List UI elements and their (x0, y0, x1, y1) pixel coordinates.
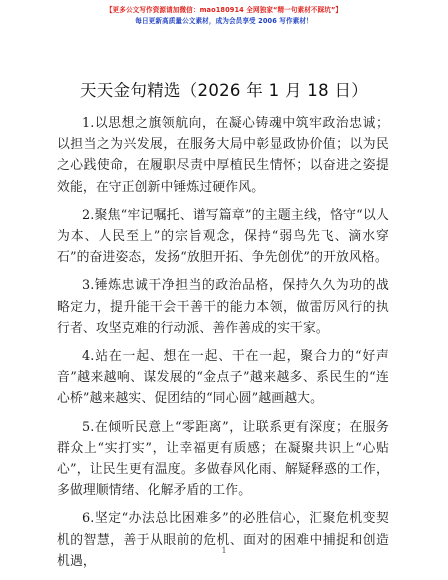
paragraph-4: 4.站在一起、想在一起、干在一起，聚合力的“好声音”越来越响、谋发展的“金点子”越来越多、系民生的“连心桥”越来越实、促团结的“同心圆”越画越大。 (57, 349, 389, 407)
promo-line-1: 【更多公文写作资源请加微信：mao180914 全网独家“精一句素材不踩坑”】 (105, 6, 343, 14)
paragraph-1: 1.以思想之旗领航向，在凝心铸魂中筑牢政治忠诚；以担当之为兴发展，在服务大局中彰显政协价值；以为民之心践使命，在履职尽责中厚植民生情怀；以奋进之姿提效能，在守正创新中锤炼过硬作风。 (57, 116, 389, 195)
document-body (57, 113, 389, 579)
paragraph-6: 6.坚定“办法总比困难多”的必胜信心，汇聚危机变契机的智慧，善于从眼前的危机、面对的困难中捕捉和创造机遇， (57, 511, 389, 569)
paragraph-3: 3.锤炼忠诚干净担当的政治品格，保持久久为功的战略定力，提升能干会干善干的能力本领，做雷厉风行的执行者、攻坚克难的行动派、善作善成的实干家。 (57, 278, 389, 336)
paragraph-5: 5.在倾听民意上“零距离”，让联系更有深度；在服务群众上“实打实”，让幸福更有质感；在凝聚共识上“心贴心”，让民生更有温度。多做春风化雨、解疑释惑的工作，多做理顺情绪、化解矛盾的工作。 (57, 419, 389, 499)
paragraph-2: 2.聚焦“牢记嘱托、谱写篇章”的主题主线，恪守“以人为本、人民至上”的宗旨观念，保持“弱鸟先飞、滴水穿石”的奋进姿态，发扬“放胆开拓、争先创优”的开放风格。 (57, 207, 389, 266)
promo-banner (0, 5, 448, 27)
document-title: 天天金句精选（2026 年 1 月 18 日） (79, 81, 369, 100)
page-number: 1 (221, 546, 227, 555)
promo-line-2: 每日更新高质量公文素材，成为会员享受 2006 写作素材！ (135, 17, 313, 25)
